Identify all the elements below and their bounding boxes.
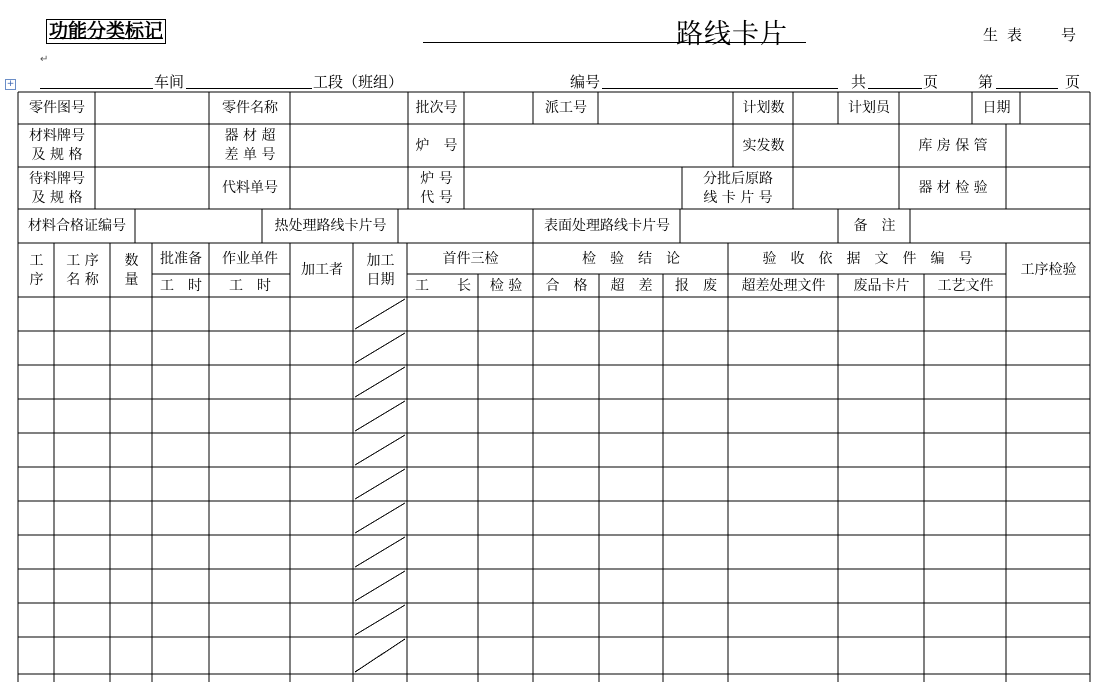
table-cell[interactable] xyxy=(111,298,152,331)
table-cell[interactable] xyxy=(55,400,110,433)
top-right-a: 生 xyxy=(983,26,999,44)
table-cell[interactable] xyxy=(55,502,110,535)
furnace-code-field[interactable] xyxy=(465,168,682,209)
col-op-inspect: 工序检验 xyxy=(1020,262,1077,278)
plan-qty-label: 计划数 xyxy=(742,100,785,116)
table-cell[interactable] xyxy=(839,332,924,365)
part-drawing-no-field[interactable] xyxy=(96,93,209,124)
split-card-label: 分批后原路 线 卡 片 号 xyxy=(703,170,773,206)
material-inspect-field[interactable] xyxy=(1007,168,1090,209)
table-cell[interactable] xyxy=(600,400,663,433)
total-label: 共 xyxy=(851,73,867,91)
page-label: 页 xyxy=(923,73,939,91)
table-cell[interactable] xyxy=(111,332,152,365)
split-card-field[interactable] xyxy=(794,168,899,209)
col-inspect: 检 验 xyxy=(489,277,523,294)
table-cell[interactable] xyxy=(408,536,478,569)
substitute-no-label: 代料单号 xyxy=(222,180,278,196)
table-cell[interactable] xyxy=(153,298,209,331)
table-cell[interactable] xyxy=(408,604,478,637)
table-cell[interactable] xyxy=(479,366,533,399)
table-cell[interactable] xyxy=(534,638,599,674)
table-cell[interactable] xyxy=(111,468,152,501)
dispatch-no-label: 派工号 xyxy=(545,100,587,116)
table-cell[interactable] xyxy=(210,366,290,399)
table-cell[interactable] xyxy=(19,366,54,399)
batch-no-label: 批次号 xyxy=(415,100,458,116)
table-cell[interactable] xyxy=(408,502,478,535)
table-cell[interactable] xyxy=(839,400,924,433)
table-cell[interactable] xyxy=(19,332,54,365)
table-cell[interactable] xyxy=(925,434,1006,467)
table-cell[interactable] xyxy=(729,366,838,399)
part-name-label: 零件名称 xyxy=(222,100,278,116)
furnace-code-label: 炉 号 代 号 xyxy=(420,170,453,206)
plan-qty-field[interactable] xyxy=(794,93,838,124)
table-cell[interactable] xyxy=(664,434,728,467)
table-cell[interactable] xyxy=(19,298,54,331)
material-grade-label: 材料牌号 及 规 格 xyxy=(29,128,85,163)
table-cell[interactable] xyxy=(153,400,209,433)
col-qty: 数 量 xyxy=(124,252,139,288)
table-cell[interactable] xyxy=(55,366,110,399)
table-cell[interactable] xyxy=(600,298,663,331)
table-cell[interactable] xyxy=(408,332,478,365)
table-cell[interactable] xyxy=(408,468,478,501)
table-cell[interactable] xyxy=(729,298,838,331)
table-cell[interactable] xyxy=(19,604,54,637)
table-cell[interactable] xyxy=(600,536,663,569)
table-cell[interactable] xyxy=(408,434,478,467)
table-cell[interactable] xyxy=(291,638,353,674)
table-cell[interactable] xyxy=(111,366,152,399)
table-cell[interactable] xyxy=(664,468,728,501)
table-cell[interactable] xyxy=(1007,434,1090,467)
col-result-group: 检 验 结 论 xyxy=(582,250,680,267)
workshop-label: 车间 xyxy=(154,73,185,91)
col-op-no: 工 序 xyxy=(29,252,44,288)
table-cell[interactable] xyxy=(210,468,290,501)
table-cell[interactable] xyxy=(925,468,1006,501)
table-cell[interactable] xyxy=(534,570,599,603)
table-cell[interactable] xyxy=(479,638,533,674)
col-prep-bottom: 工 时 xyxy=(160,277,202,294)
table-cell[interactable] xyxy=(925,570,1006,603)
table-cell[interactable] xyxy=(925,332,1006,365)
table-cell[interactable] xyxy=(291,604,353,637)
table-cell[interactable] xyxy=(925,502,1006,535)
table-cell[interactable] xyxy=(1007,570,1090,603)
table-cell[interactable] xyxy=(210,434,290,467)
col-first-three: 首件三检 xyxy=(442,250,499,267)
date-field[interactable] xyxy=(1021,93,1090,124)
table-cell[interactable] xyxy=(839,570,924,603)
planner-field[interactable] xyxy=(900,93,972,124)
table-cell[interactable] xyxy=(291,468,353,501)
table-cell[interactable] xyxy=(111,502,152,535)
table-cell[interactable] xyxy=(534,366,599,399)
surface-card-label: 表面处理路线卡片号 xyxy=(544,218,670,234)
table-cell[interactable] xyxy=(55,638,110,674)
table-cell[interactable] xyxy=(925,638,1006,674)
table-cell[interactable] xyxy=(1007,638,1090,674)
table-cell[interactable] xyxy=(153,570,209,603)
table-cell[interactable] xyxy=(664,366,728,399)
table-cell[interactable] xyxy=(111,638,152,674)
table-cell[interactable] xyxy=(55,570,110,603)
table-cell[interactable] xyxy=(291,298,353,331)
table-cell[interactable] xyxy=(600,604,663,637)
table-cell[interactable] xyxy=(19,400,54,433)
table-cell[interactable] xyxy=(291,570,353,603)
furnace-no-label: 炉 号 xyxy=(415,137,458,154)
dispatch-no-field[interactable] xyxy=(599,93,733,124)
table-cell[interactable] xyxy=(479,502,533,535)
table-cell[interactable] xyxy=(839,638,924,674)
col-scrap-card: 废品卡片 xyxy=(853,277,910,294)
table-cell[interactable] xyxy=(408,570,478,603)
table-cell[interactable] xyxy=(729,332,838,365)
material-grade-field[interactable] xyxy=(96,125,209,167)
table-cell[interactable] xyxy=(534,468,599,501)
table-cell[interactable] xyxy=(839,604,924,637)
table-cell[interactable] xyxy=(729,638,838,674)
table-cell[interactable] xyxy=(600,366,663,399)
table-cell[interactable] xyxy=(1007,366,1090,399)
table-cell[interactable] xyxy=(839,434,924,467)
table-cell[interactable] xyxy=(1007,400,1090,433)
table-cell[interactable] xyxy=(1007,332,1090,365)
table-cell[interactable] xyxy=(839,536,924,569)
table-cell[interactable] xyxy=(664,570,728,603)
storekeeper-field[interactable] xyxy=(1007,125,1090,167)
table-cell[interactable] xyxy=(153,638,209,674)
table-cell[interactable] xyxy=(729,536,838,569)
table-move-handle[interactable]: + xyxy=(6,79,15,89)
storekeeper-label: 库 房 保 管 xyxy=(918,137,988,154)
table-cell[interactable] xyxy=(729,570,838,603)
table-cell[interactable] xyxy=(291,536,353,569)
form-title: 路线卡片 xyxy=(676,19,788,50)
table-cell[interactable] xyxy=(111,400,152,433)
table-cell[interactable] xyxy=(1007,298,1090,331)
col-excess: 超 差 xyxy=(610,277,653,294)
category-tag: 功能分类标记 xyxy=(46,19,166,44)
table-cell[interactable] xyxy=(111,570,152,603)
table-cell[interactable] xyxy=(111,604,152,637)
table-cell[interactable] xyxy=(291,502,353,535)
seq-label: 第 xyxy=(978,73,994,91)
table-cell[interactable] xyxy=(729,502,838,535)
table-cell[interactable] xyxy=(153,434,209,467)
table-cell[interactable] xyxy=(408,366,478,399)
table-cell[interactable] xyxy=(408,298,478,331)
cert-no-field[interactable] xyxy=(136,210,262,243)
table-cell[interactable] xyxy=(534,536,599,569)
col-worker: 加工者 xyxy=(301,262,343,278)
cert-no-label: 材料合格证编号 xyxy=(28,218,126,234)
table-cell[interactable] xyxy=(19,638,54,674)
col-unit-top: 作业单件 xyxy=(222,250,278,267)
table-cell[interactable] xyxy=(729,400,838,433)
date-label: 日期 xyxy=(982,100,1011,116)
substitute-no-field[interactable] xyxy=(291,168,408,209)
table-cell[interactable] xyxy=(925,400,1006,433)
table-cell[interactable] xyxy=(153,604,209,637)
top-right-c: 号 xyxy=(1061,26,1077,44)
table-cell[interactable] xyxy=(839,468,924,501)
table-cell[interactable] xyxy=(729,434,838,467)
part-name-field[interactable] xyxy=(291,93,408,124)
table-cell[interactable] xyxy=(19,502,54,535)
table-cell[interactable] xyxy=(408,638,478,674)
table-cell[interactable] xyxy=(153,468,209,501)
table-cell[interactable] xyxy=(925,298,1006,331)
page2-label: 页 xyxy=(1065,73,1081,91)
table-cell[interactable] xyxy=(55,434,110,467)
table-cell[interactable] xyxy=(479,468,533,501)
table-cell[interactable] xyxy=(55,604,110,637)
col-prep-top: 批准备 xyxy=(160,250,202,267)
table-cell[interactable] xyxy=(291,400,353,433)
table-cell[interactable] xyxy=(210,570,290,603)
table-cell[interactable] xyxy=(664,638,728,674)
col-ok: 合 格 xyxy=(545,277,588,294)
planner-label: 计划员 xyxy=(848,100,890,116)
table-cell[interactable] xyxy=(210,536,290,569)
table-cell[interactable] xyxy=(534,298,599,331)
table-cell[interactable] xyxy=(479,332,533,365)
table-cell[interactable] xyxy=(1007,468,1090,501)
batch-no-field[interactable] xyxy=(465,93,533,124)
table-cell[interactable] xyxy=(210,502,290,535)
table-cell[interactable] xyxy=(153,502,209,535)
table-cell[interactable] xyxy=(839,502,924,535)
part-drawing-no-label: 零件图号 xyxy=(29,100,85,116)
col-proc-date: 加工 日期 xyxy=(366,252,395,288)
table-cell[interactable] xyxy=(291,434,353,467)
table-cell[interactable] xyxy=(19,434,54,467)
paragraph-mark: ↵ xyxy=(40,54,49,65)
furnace-no-field[interactable] xyxy=(465,125,733,167)
col-basis-group: 验 收 依 据 文 件 编 号 xyxy=(762,250,973,267)
table-cell[interactable] xyxy=(210,332,290,365)
table-cell[interactable] xyxy=(534,400,599,433)
material-inspect-label: 器 材 检 验 xyxy=(918,180,988,196)
table-cell[interactable] xyxy=(19,468,54,501)
actual-issue-field[interactable] xyxy=(794,125,899,167)
table-cell[interactable] xyxy=(534,434,599,467)
table-cell[interactable] xyxy=(1007,502,1090,535)
table-cell[interactable] xyxy=(600,468,663,501)
remark-label: 备 注 xyxy=(853,218,896,234)
table-cell[interactable] xyxy=(408,400,478,433)
table-cell[interactable] xyxy=(479,604,533,637)
table-cell[interactable] xyxy=(479,298,533,331)
table-cell[interactable] xyxy=(55,468,110,501)
table-cell[interactable] xyxy=(111,434,152,467)
col-scrap: 报 废 xyxy=(675,277,717,294)
table-cell[interactable] xyxy=(291,366,353,399)
pending-grade-label: 待料牌号 及 规 格 xyxy=(29,170,85,206)
table-cell[interactable] xyxy=(55,298,110,331)
table-cell[interactable] xyxy=(479,570,533,603)
table-cell[interactable] xyxy=(1007,604,1090,637)
table-cell[interactable] xyxy=(600,502,663,535)
heat-card-label: 热处理路线卡片号 xyxy=(274,218,387,234)
table-cell[interactable] xyxy=(600,434,663,467)
table-cell[interactable] xyxy=(153,332,209,365)
table-cell[interactable] xyxy=(600,332,663,365)
table-cell[interactable] xyxy=(664,332,728,365)
pending-grade-field[interactable] xyxy=(96,168,209,209)
table-cell[interactable] xyxy=(839,298,924,331)
table-cell[interactable] xyxy=(479,400,533,433)
table-cell[interactable] xyxy=(111,536,152,569)
table-cell[interactable] xyxy=(839,366,924,399)
top-right-b: 表 xyxy=(1007,26,1023,44)
table-cell[interactable] xyxy=(210,298,290,331)
table-cell[interactable] xyxy=(925,536,1006,569)
table-cell[interactable] xyxy=(534,332,599,365)
table-cell[interactable] xyxy=(210,604,290,637)
table-cell[interactable] xyxy=(19,536,54,569)
heat-card-field[interactable] xyxy=(399,210,533,243)
table-cell[interactable] xyxy=(925,604,1006,637)
table-cell[interactable] xyxy=(600,638,663,674)
section-label: 工段（班组） xyxy=(313,73,404,91)
excess-list-label: 器 材 超 差 单 号 xyxy=(224,128,276,163)
col-unit-bottom: 工 时 xyxy=(229,277,271,294)
excess-list-field[interactable] xyxy=(291,125,408,167)
number-label: 编号 xyxy=(570,73,601,91)
table-cell[interactable] xyxy=(210,400,290,433)
table-cell[interactable] xyxy=(925,366,1006,399)
table-cell[interactable] xyxy=(664,298,728,331)
table-cell[interactable] xyxy=(19,570,54,603)
table-cell[interactable] xyxy=(210,638,290,674)
surface-card-field[interactable] xyxy=(681,210,838,243)
table-cell[interactable] xyxy=(1007,536,1090,569)
table-cell[interactable] xyxy=(479,434,533,467)
col-process-doc: 工艺文件 xyxy=(937,277,994,294)
table-cell[interactable] xyxy=(664,604,728,637)
col-op-name: 工 序 名 称 xyxy=(66,252,99,288)
table-cell[interactable] xyxy=(153,536,209,569)
col-foreman: 工 长 xyxy=(415,277,471,294)
table-cell[interactable] xyxy=(664,400,728,433)
actual-issue-label: 实发数 xyxy=(742,137,785,154)
col-excess-doc: 超差处理文件 xyxy=(741,277,826,294)
table-cell[interactable] xyxy=(153,366,209,399)
table-cell[interactable] xyxy=(55,332,110,365)
table-cell[interactable] xyxy=(55,536,110,569)
table-cell[interactable] xyxy=(534,502,599,535)
table-cell[interactable] xyxy=(729,604,838,637)
table-cell[interactable] xyxy=(534,604,599,637)
table-cell[interactable] xyxy=(291,332,353,365)
table-cell[interactable] xyxy=(664,536,728,569)
table-cell[interactable] xyxy=(664,502,728,535)
table-cell[interactable] xyxy=(600,570,663,603)
remark-field[interactable] xyxy=(911,210,1090,243)
table-cell[interactable] xyxy=(479,536,533,569)
table-cell[interactable] xyxy=(729,468,838,501)
